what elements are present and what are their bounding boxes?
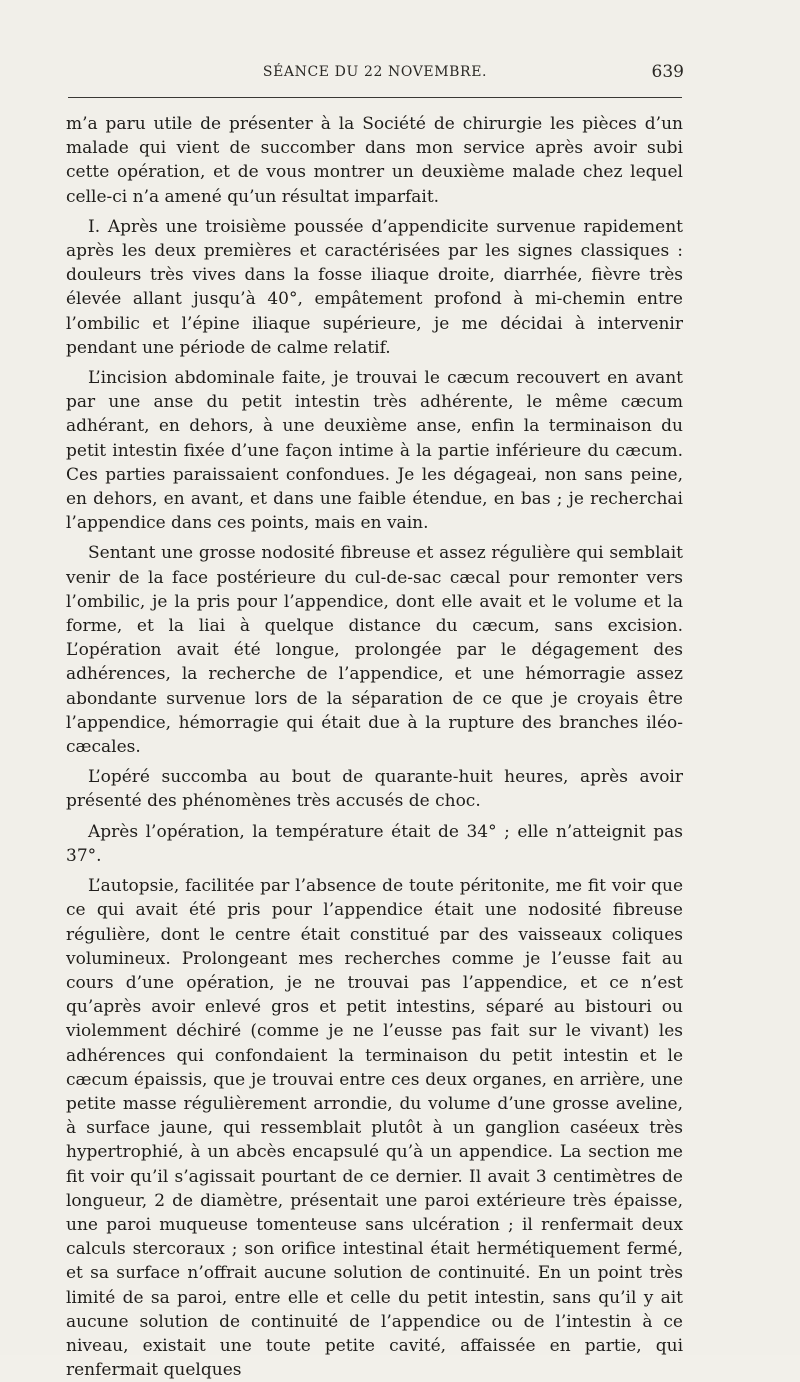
paragraph-autopsy: L’autopsie, facilitée par l’absence de toute péritonite, me fit voir que ce qui avait été pris pour l’appendice était une nodosité fibreuse régulière, dont le centre était constitué par des vaisseaux coliques volumineux. Prolongeant mes recherches comme je l’eusse fait au cours d’une opération, je ne trouvai pas l’appendice, et ce n’est qu’après avoir enlevé gros et petit intestins, séparé au bistouri ou violemment déchiré (comme je ne l’eusse pas fait sur le vivant) les adhérences qui confondaient la terminaison du petit intestin et le cæcum épaissis, que je trouvai entre ces deux organes, en arrière, une petite masse régulièrement arrondie, du volume d’une grosse aveline, à surface jaune, qui ressemblait plutôt à un ganglion caséeux très hypertrophié, à un abcès encapsulé qu’à un appendice. La section me fit voir qu’il s’agissait pourtant de ce dernier. Il avait 3 centimètres de longueur, 2 de diamètre, présentait une paroi extérieure très épaisse, une paroi muqueuse tomenteuse sans ulcération ; il renfermait deux calculs stercoraux ; son orifice intestinal était hermétiquement fermé, et sa surface n’offrait aucune solution de continuité. En un point très limité de sa paroi, entre elle et celle du petit intestin, sans qu’il y ait aucune solution de continuité de l’appendice ou de l’intestin à ce niveau, existait une toute petite cavité, affaissée en partie, qui renfermait quelques — [66, 876, 683, 1381]
page-header — [66, 62, 684, 86]
paragraph-continuation: m’a paru utile de présenter à la Société de chirurgie les pièces d’un malade qui vient de succomber dans mon service après avoir subi cette opération, et de vous montrer un deuxième malade chez lequel celle-ci n’a amené qu’un résultat imparfait. — [66, 114, 683, 207]
paragraph-case-one: I. Après une troisième poussée d’appendicite survenue rapidement après les deux premières et caractérisées par les signes classiques : douleurs très vives dans la fosse iliaque droite, diarrhée, fièvre très élevée allant jusqu’à 40°, empâtement profond à mi-chemin entre l’ombilic et l’épine iliaque supérieure, je me décidai à intervenir pendant une période de calme relatif. — [66, 216, 683, 358]
paragraph-nodosity: Sentant une grosse nodosité fibreuse et assez régulière qui semblait venir de la face postérieure du cul-de-sac cæcal pour remonter vers l’ombilic, je la pris pour l’appendice, dont elle avait et le volume et la forme, et la liai à quelque distance du cæcum, sans excision. L’opération avait été longue, prolongée par le dégagement des adhérences, la recherche de l’appendice, et une hémorragie assez abondante survenue lors de la séparation de ce que je croyais être l’appendice, hémorragie qui était due à la rupture des branches iléo-cæcales. — [66, 543, 683, 758]
running-head: SÉANCE DU 22 NOVEMBRE. — [262, 64, 488, 80]
paragraph-incision: L’incision abdominale faite, je trouvai le cæcum recouvert en avant par une anse du petit intestin très adhérente, le même cæcum adhérant, en dehors, à une deuxième anse, enfin la terminaison du petit intestin fixée d’une façon intime à la partie inférieure du cæcum. Ces parties paraissaient confondues. Je les dégageai, non sans peine, en dehors, en avant, et dans une faible étendue, en bas ; je recherchai l’appendice dans ces points, mais en vain. — [66, 368, 683, 534]
header-rule — [68, 97, 682, 98]
body-text — [66, 112, 683, 1382]
page-number: 639 — [651, 62, 684, 82]
paragraph-death: L’opéré succomba au bout de quarante-huit heures, après avoir présenté des phénomènes très accusés de choc. — [66, 767, 683, 812]
paragraph-temperature: Après l’opération, la température était de 34° ; elle n’atteignit pas 37°. — [66, 821, 683, 866]
